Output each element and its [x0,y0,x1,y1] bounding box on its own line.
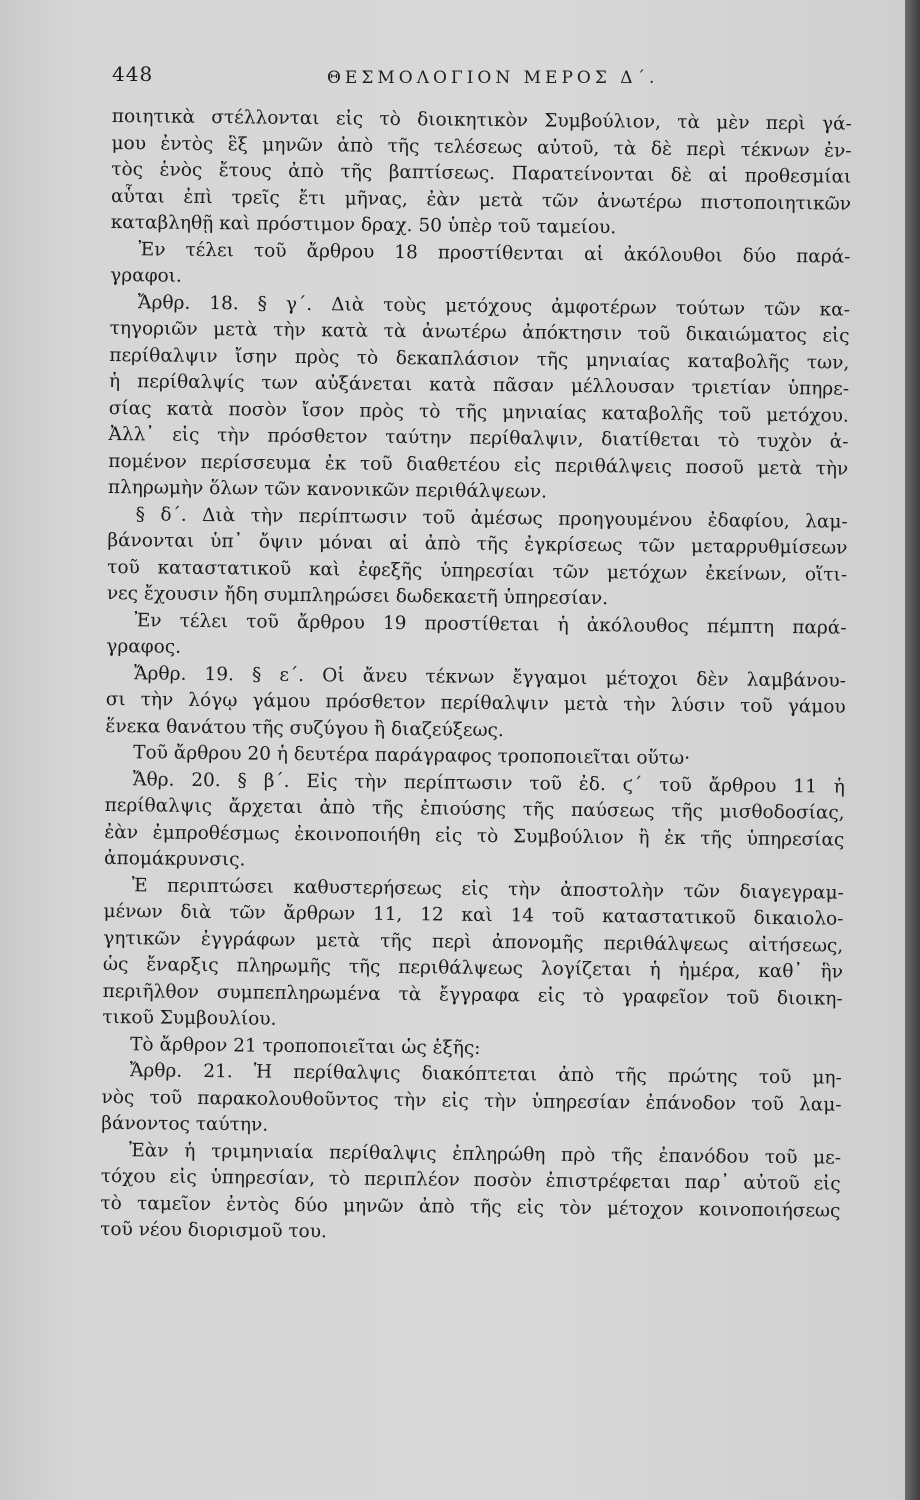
text-line: ἕνεκα θανάτου τῆς συζύγου ἢ διαζεύξεως. [105,715,504,741]
text-line: γητικῶν ἐγγράφων μετὰ τῆς περὶ ἀπονομῆς περιθάλψεως αἰτήσεως, [103,927,844,957]
page-number: 448 [112,62,154,86]
text-line: Ἐὰν ἡ τριμηνιαία περίθαλψις ἐπληρώθη πρὸ τῆς ἐπανόδου τοῦ με- [128,1139,842,1169]
text-line: Ἀλλ᾽ εἰς τὴν πρόσθετον ταύτην περίθαλψιν, διατίθεται τὸ τυχὸν ἀ- [108,423,849,453]
running-title: ΘΕΣΜΟΛΟΓΙΟΝ ΜΕΡΟΣ Δ΄. [327,68,659,88]
text-line: τικοῦ Συμβουλίου. [102,1006,277,1030]
text-line: βάνοντος ταύτην. [101,1112,269,1136]
text-line: τοῦ νέου διορισμοῦ του. [100,1218,327,1243]
text-line: τοῦ καταστατικοῦ καὶ ἐφεξῆς ὑπηρεσίαι τῶν μετόχων ἐκείνων, οἵτι- [107,556,848,586]
text-line: σι τὴν λόγῳ γάμου πρόσθετον περίθαλψιν μετὰ τὴν λύσιν τοῦ γάμου [105,688,846,718]
text-line: Ἄρθρ. 18. § γ΄. Διὰ τοὺς μετόχους ἀμφοτέρων τούτων τῶν κα- [137,291,850,321]
text-line: περίθαλψιν ἴσην πρὸς τὸ δεκαπλάσιον τῆς μηνιαίας καταβολῆς των, [109,344,850,374]
text-line: Τοῦ ἄρθρου 20 ἡ δευτέρα παράγραφος τροποποιεῖται οὕτω· [133,742,691,770]
text-line: ἐὰν ἐμπροθέσμως ἐκοινοποιήθη εἰς τὸ Συμβούλιον ἢ ἐκ τῆς ὑπηρεσίας [104,821,845,851]
page-header [112,62,852,92]
text-line: Ἐ περιπτώσει καθυστερήσεως εἰς τὴν ἀποστολὴν τῶν διαγεγραμ- [131,874,844,904]
text-line: Τὸ ἄρθρον 21 τροποποιεῖται ὡς ἑξῆς: [130,1033,481,1059]
text-line: νες ἔχουσιν ἤδη συμπληρώσει δωδεκαετῆ ὑπηρεσίαν. [106,582,609,610]
text-line: περιῆλθον συμπεπληρωμένα τὰ ἔγγραφα εἰς τὸ γραφεῖον τοῦ διοικη- [102,980,843,1010]
text-line: Ἄθρ. 20. § β΄. Εἰς τὴν περίπτωσιν τοῦ ἐδ. ϛ΄ τοῦ ἄρθρου 11 ἡ [132,768,846,798]
text-line: τόχου εἰς ὑπηρεσίαν, τὸ περιπλέον ποσὸν ἐπιστρέφεται παρ᾽ αὐτοῦ εἰς [100,1165,841,1195]
text-line: καταβληθῇ καὶ πρόστιμον δραχ. 50 ὑπὲρ τοῦ ταμείου. [110,211,617,239]
text-line: ὡς ἔναρξις πληρωμῆς τῆς περιθάλψεως λογίζεται ἡ ἡμέρα, καθ᾽ ἣν [102,953,844,983]
body-text [100,104,852,1251]
text-line: μου ἐντὸς ἓξ μηνῶν ἀπὸ τῆς τελέσεως αὐτοῦ, τὰ δὲ περὶ τέκνων ἐν- [111,132,852,162]
page-edge-shadow [905,0,920,1500]
text-line: περίθαλψις ἄρχεται ἀπὸ τῆς ἐπιούσης τῆς παύσεως τῆς μισθοδοσίας, [104,794,845,824]
text-line: αὗται ἐπὶ τρεῖς ἔτι μῆνας, ἐὰν μετὰ τῶν ἀνωτέρω πιστοποιητικῶν [110,185,852,215]
text-line: Ἄρθρ. 19. § ε΄. Οἱ ἄνευ τέκνων ἔγγαμοι μέτοχοι δὲν λαμβάνου- [133,662,847,692]
text-line: ἡ περίθαλψίς των αὐξάνεται κατὰ πᾶσαν μέλλουσαν τριετίαν ὑπηρε- [108,370,850,400]
text-line: νὸς τοῦ παρακολουθοῦντος τὴν εἰς τὴν ὑπηρεσίαν ἐπάνοδον τοῦ λαμ- [101,1086,842,1116]
text-line: Ἄρθρ. 21. Ἡ περίθαλψις διακόπτεται ἀπὸ τῆς πρώτης τοῦ μη- [129,1060,842,1089]
text-line: τηγοριῶν μετὰ τὴν κατὰ τὰ ἀνωτέρω ἀπόκτησιν τοῦ δικαιώματος εἰς [109,317,850,347]
text-line: Ἐν τέλει τοῦ ἄρθρου 19 προστίθεται ἡ ἀκόλουθος πέμπτη παρά- [134,609,847,639]
text-line: τὸ ταμεῖον ἐντὸς δύο μηνῶν ἀπὸ τῆς εἰς τὸν μέτοχον κοινοποιήσεως [100,1192,841,1222]
text-line: ἀπομάκρυνσις. [103,847,246,871]
text-line: πομένον περίσσευμα ἐκ τοῦ διαθετέου εἰς περιθάλψεις ποσοῦ μετὰ τὴν [108,450,849,480]
text-line: πληρωμὴν ὅλων τῶν κανονικῶν περιθάλψεων. [107,476,548,503]
text-line: βάνονται ὑπ᾽ ὄψιν μόναι αἱ ἀπὸ τῆς ἐγκρίσεως τῶν μεταρρυθμίσεων [107,529,848,559]
text-line: Ἐν τέλει τοῦ ἄρθρου 18 προστίθενται αἱ ἀκόλουθοι δύο παρά- [138,238,851,268]
text-line: μένων διὰ τῶν ἄρθρων 11, 12 καὶ 14 τοῦ καταστατικοῦ δικαιολο- [103,900,844,930]
text-line: γραφος. [106,635,182,658]
text-line: § δ΄. Διὰ τὴν περίπτωσιν τοῦ ἀμέσως προηγουμένου ἐδαφίου, λαμ- [135,503,848,533]
text-line: γραφοι. [110,264,182,287]
text-line: τὸς ἑνὸς ἔτους ἀπὸ τῆς βαπτίσεως. Παρατείνονται δὲ αἱ προθεσμίαι [111,158,852,188]
text-line: σίας κατὰ ποσὸν ἴσον πρὸς τὸ τῆς μηνιαίας καταβολῆς τοῦ μετόχου. [108,397,849,427]
text-line: ποιητικὰ στέλλονται εἰς τὸ διοικητικὸν Συμβούλιον, τὰ μὲν περὶ γά- [111,105,852,135]
